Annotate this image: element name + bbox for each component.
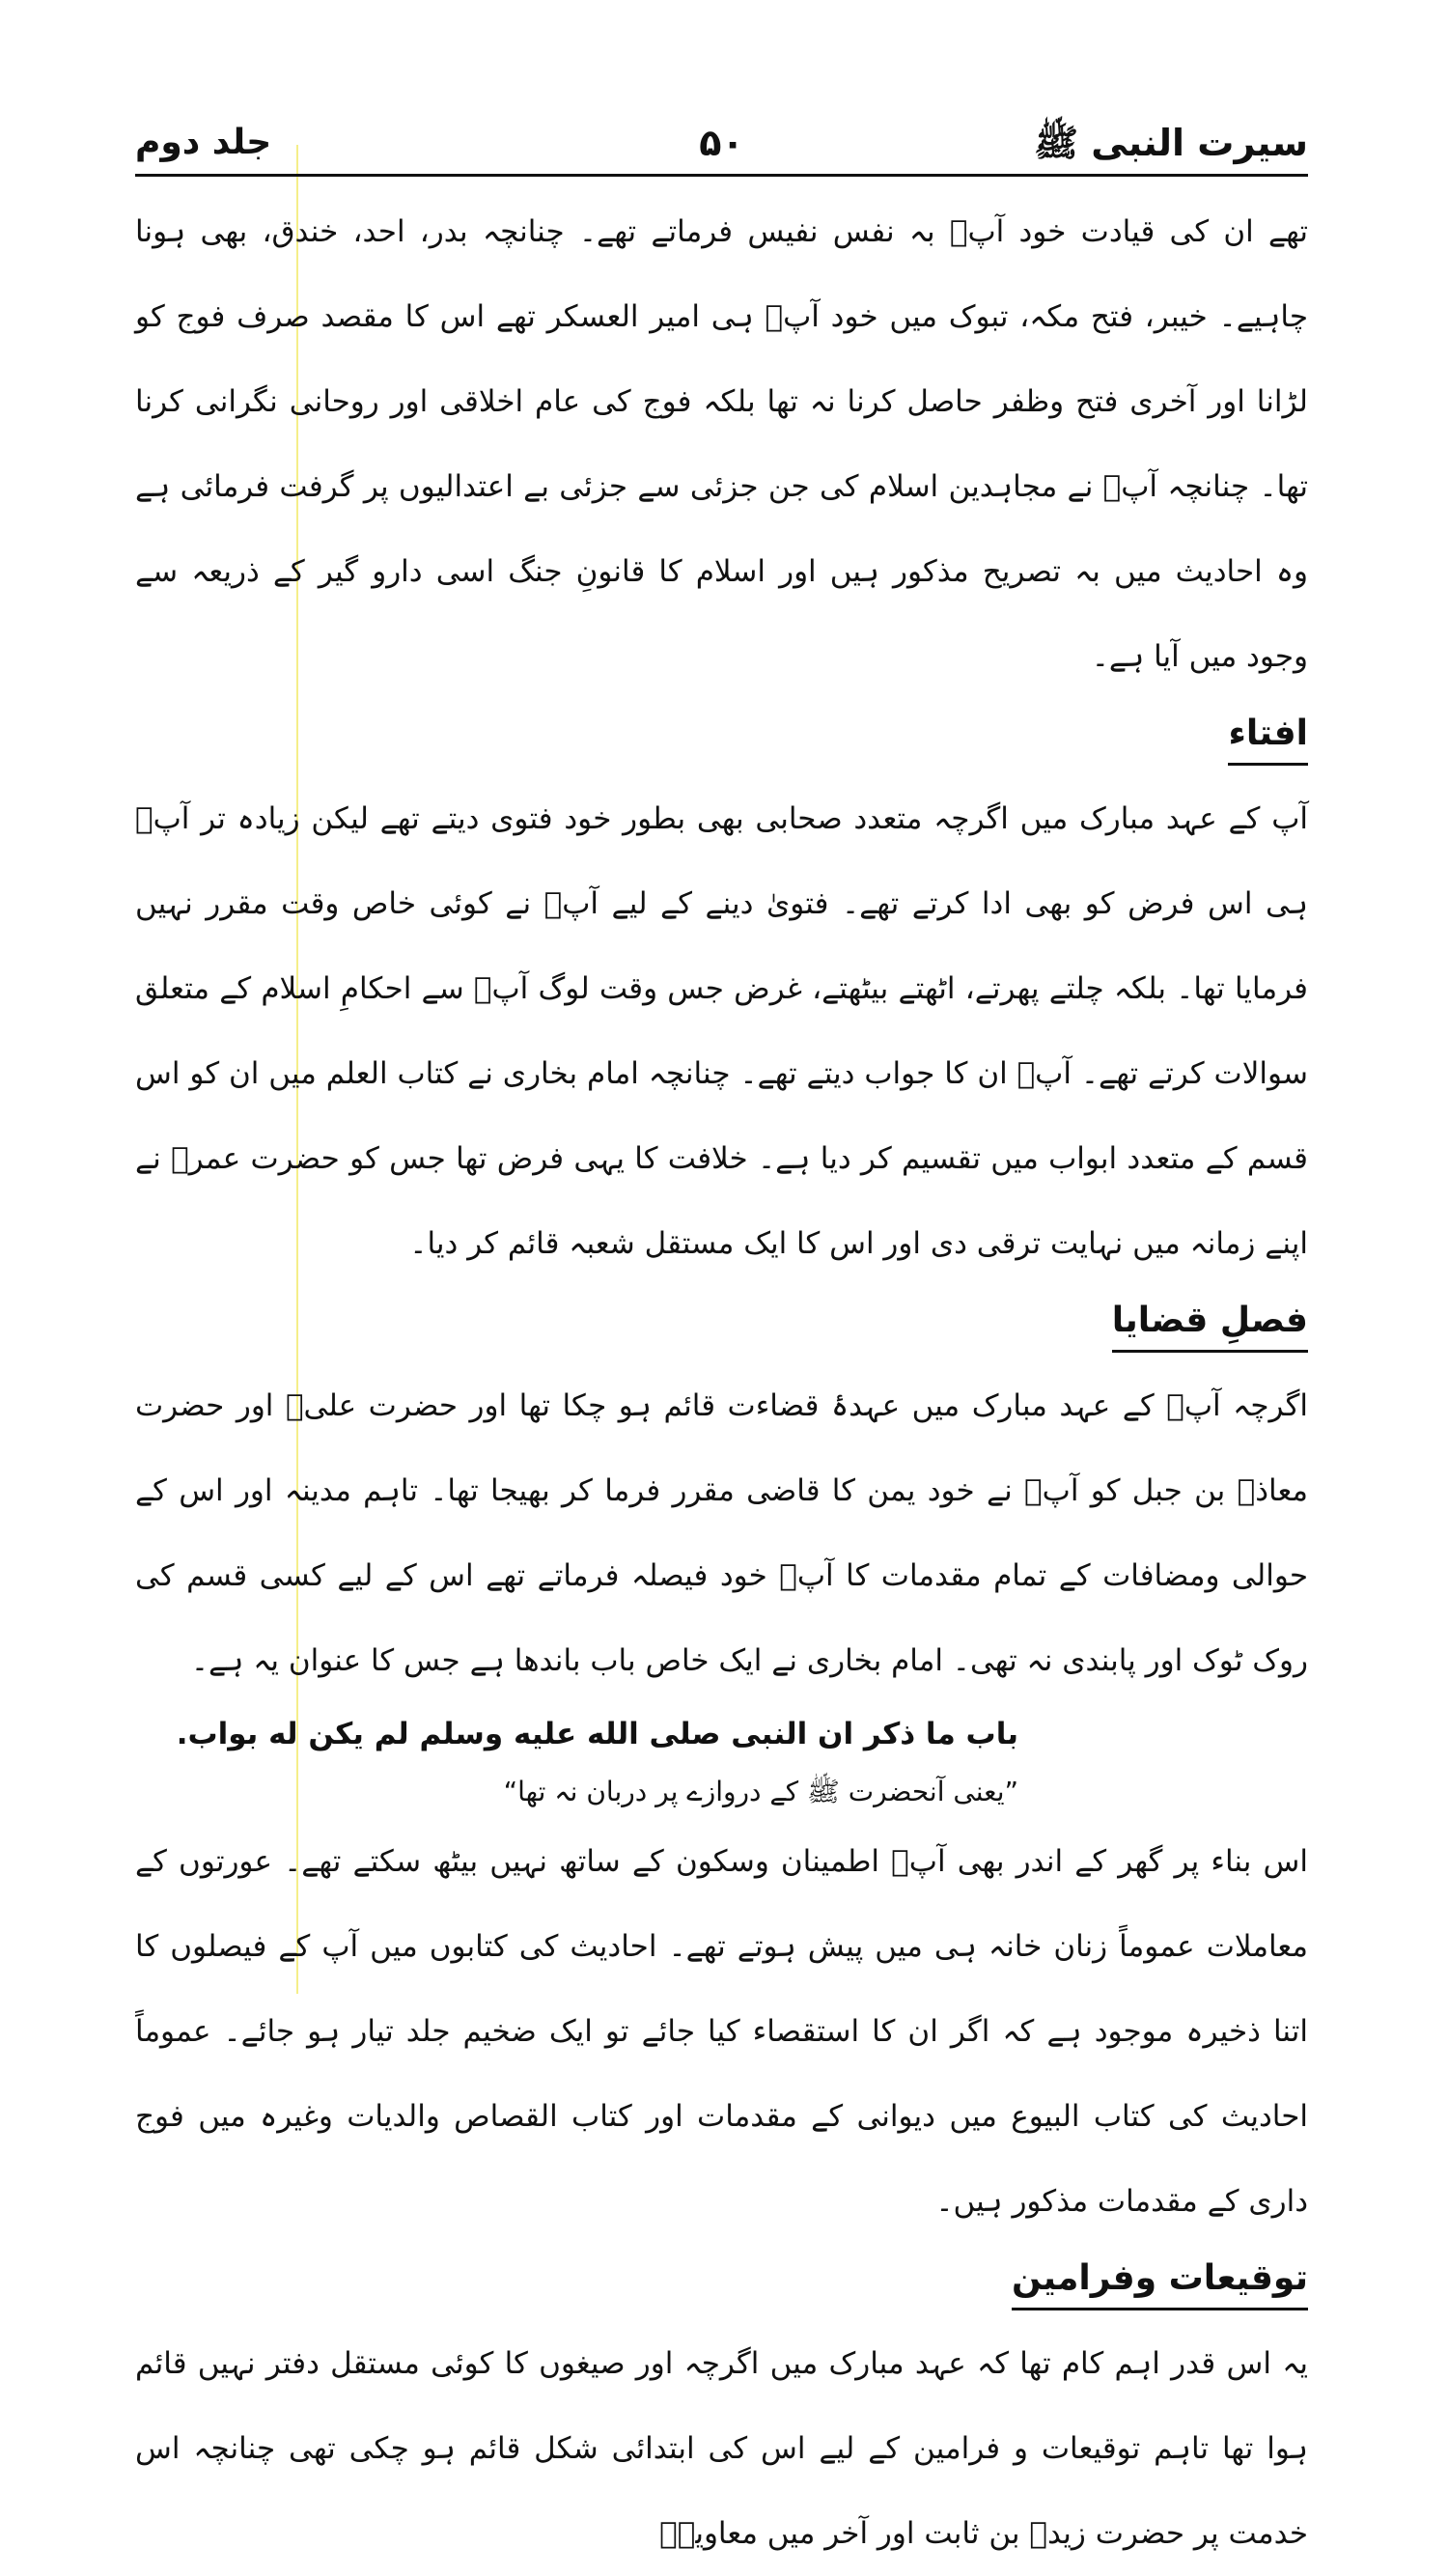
paragraph-judgements: اگرچہ آپؐ کے عہد مبارک میں عہدۂ قضاءت قائم ہو چکا تھا اور حضرت علیؓ اور حضرت معاذؓ بن جبل کو آپؐ نے خود یمن کا قاضی مقرر فرما کر بھیجا تھا۔ تاہم مدینہ اور اس کے حوالی ومضافات کے تمام مقدمات کا آپؐ خود فیصلہ فرماتے تھے اس کے لیے کسی قسم کی روک ٹوک اور پابندی نہ تھی۔ امام بخاری نے ایک خاص باب باندھا ہے جس کا عنوان یہ ہے۔ bbox=[135, 1388, 1308, 1678]
arabic-chapter-quote: باب ما ذکر ان النبی صلی الله علیه وسلم لم یکن له بواب. bbox=[176, 1717, 1018, 1751]
heading-ifta: افتاء bbox=[1228, 707, 1308, 766]
paragraph-tauqiat: یہ اس قدر اہم کام تھا کہ عہد مبارک میں اگرچہ اور صیغوں کا کوئی مستقل دفتر نہیں قائم ہوا تھا تاہم توقیعات و فرامین کے لیے اس کی ابتدائی شکل قائم ہو چکی تھی چنانچہ اس خدمت پر حضرت زیدؓ بن ثابت اور آخر میں معاویہؓ bbox=[135, 2346, 1308, 2551]
header-divider bbox=[135, 174, 1308, 177]
page-header bbox=[135, 118, 1308, 178]
paragraph-military-leadership: تھے ان کی قیادت خود آپؐ بہ نفس نفیس فرماتے تھے۔ چنانچہ بدر، احد، خندق، بھی ہونا چاہیے۔ خیبر، فتح مکہ، تبوک میں خود آپؐ ہی امیر العسکر تھے اس کا مقصد صرف فوج کو لڑانا اور آخری فتح وظفر حاصل کرنا نہ تھا بلکہ فوج کی عام اخلاقی اور روحانی نگرانی کرنا تھا۔ چنانچہ آپؐ نے مجاہدین اسلام کی جن جزئی سے جزئی بے اعتدالیوں پر گرفت فرمائی ہے وہ احادیث میں بہ تصریح مذکور ہیں اور اسلام کا قانونِ جنگ اسی دارو گیر کے ذریعہ سے وجود میں آیا ہے۔ bbox=[135, 214, 1308, 674]
paragraph-home-cases: اس بناء پر گھر کے اندر بھی آپؐ اطمینان وسکون کے ساتھ نہیں بیٹھ سکتے تھے۔ عورتوں کے معاملات عموماً زنان خانہ ہی میں پیش ہوتے تھے۔ احادیث کی کتابوں میں آپ کے فیصلوں کا اتنا ذخیرہ موجود ہے کہ اگر ان کا استقصاء کیا جائے تو ایک ضخیم جلد تیار ہو جائے۔ عموماً احادیث کی کتاب البیوع میں دیوانی کے مقدمات اور کتاب القصاص والدیات وغیرہ میں فوج داری کے مقدمات مذکور ہیں۔ bbox=[135, 1844, 1308, 2219]
urdu-translation-quote: ”یعنی آنحضرت ﷺ کے دروازے پر دربان نہ تھا“ bbox=[503, 1776, 1018, 1807]
paragraph-ifta: آپ کے عہد مبارک میں اگرچہ متعدد صحابی بھی بطور خود فتوی دیتے تھے لیکن زیادہ تر آپؐ ہی اس فرض کو بھی ادا کرتے تھے۔ فتویٰ دینے کے لیے آپؐ نے کوئی خاص وقت مقرر نہیں فرمایا تھا۔ بلکہ چلتے پھرتے، اٹھتے بیٹھتے، غرض جس وقت لوگ آپؐ سے احکامِ اسلام کے متعلق سوالات کرتے تھے۔ آپؐ ان کا جواب دیتے تھے۔ چنانچہ امام بخاری نے کتاب العلم میں ان کو اس قسم کے متعدد ابواب میں تقسیم کر دیا ہے۔ خلافت کا یہی فرض تھا جس کو حضرت عمرؓ نے اپنے زمانہ میں نہایت ترقی دی اور اس کا ایک مستقل شعبہ قائم کر دیا۔ bbox=[135, 801, 1308, 1261]
volume-label: جلد دوم bbox=[135, 123, 272, 162]
page-number: ۵۰ bbox=[699, 122, 744, 164]
heading-fasl-qazaya: فصلِ قضایا bbox=[1112, 1294, 1308, 1353]
book-title: سیرت النبی ﷺ bbox=[1034, 122, 1308, 164]
heading-tauqiat: توقیعات وفرامین bbox=[1012, 2252, 1308, 2310]
page-body bbox=[135, 189, 1308, 2576]
